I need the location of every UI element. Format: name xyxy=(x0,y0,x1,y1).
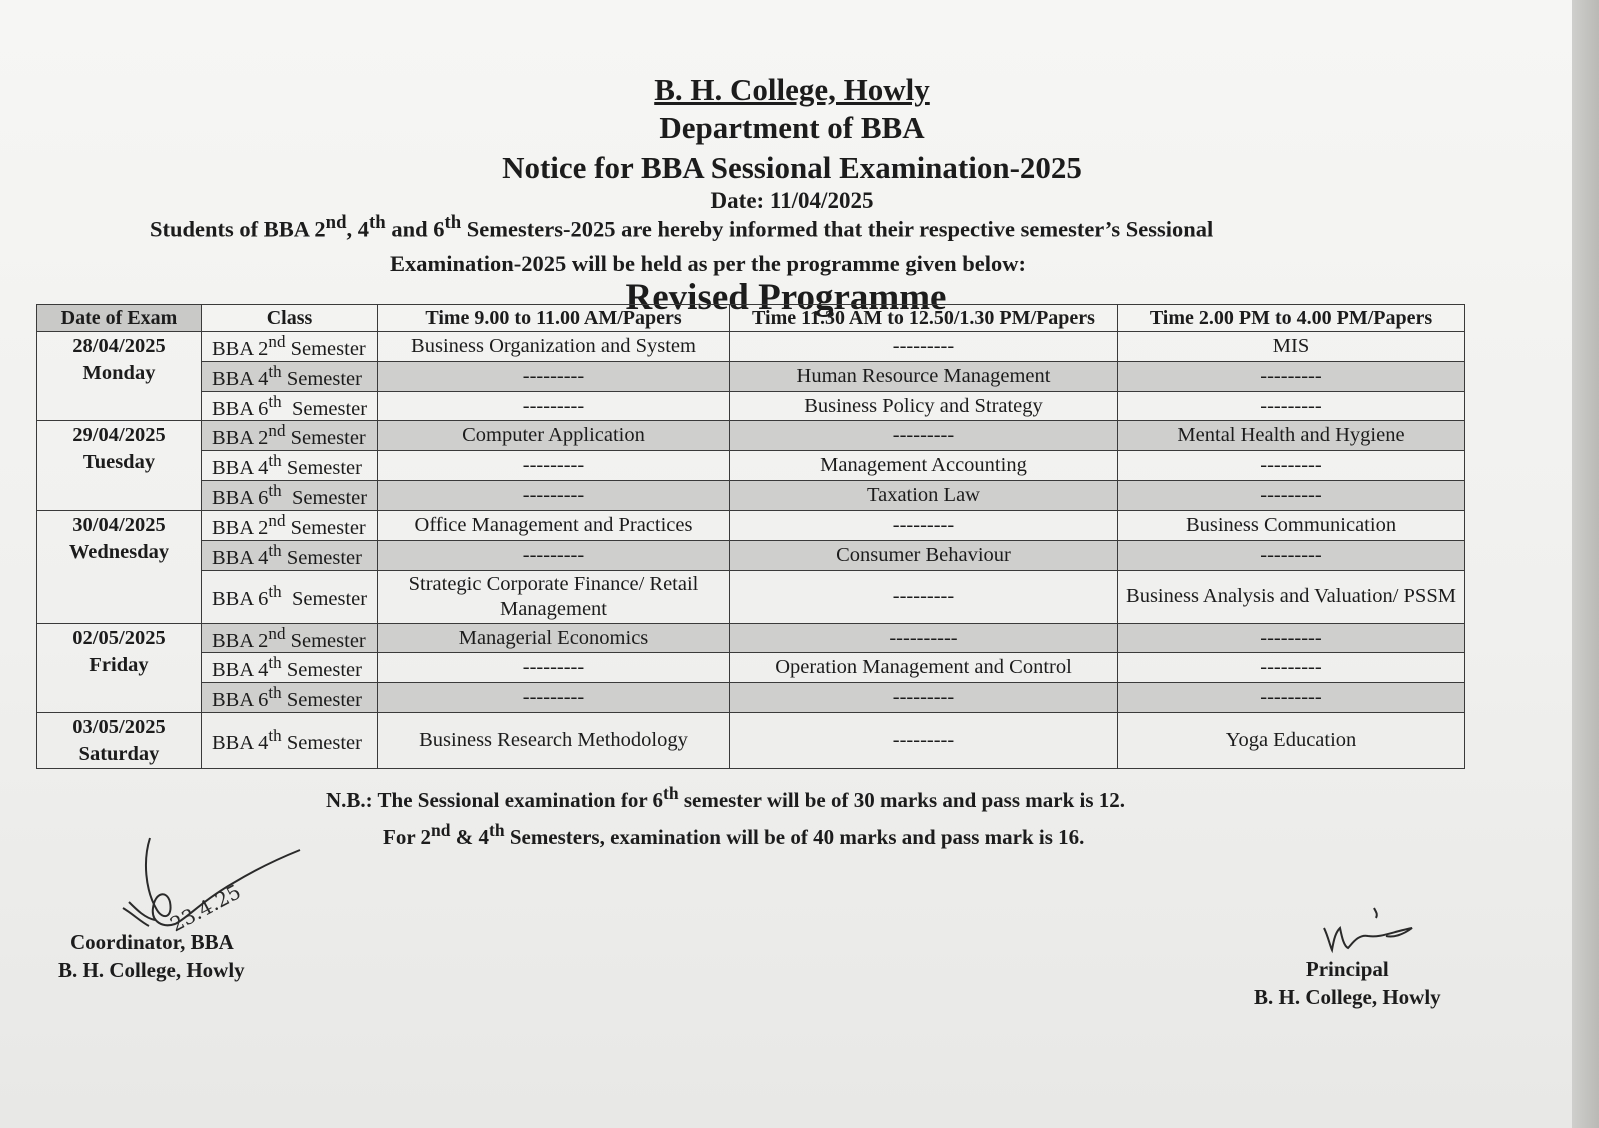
exam-date-cell xyxy=(37,713,202,769)
table-row xyxy=(37,332,1465,362)
nb-text: Semesters, examination will be of 40 marks and pass mark is 16. xyxy=(504,825,1085,849)
paper-cell-slot2: --------- xyxy=(730,510,1118,540)
paper-cell-slot3: Yoga Education xyxy=(1118,713,1465,769)
class-cell xyxy=(202,623,378,653)
class-cell xyxy=(202,653,378,683)
class-ordinal: nd xyxy=(268,421,286,441)
paper-cell-slot1: --------- xyxy=(378,361,730,391)
class-cell xyxy=(202,540,378,570)
paper-cell-slot1: --------- xyxy=(378,451,730,481)
table-header-row xyxy=(37,305,1465,332)
class-cell xyxy=(202,332,378,362)
paper-cell-slot1: Computer Application xyxy=(378,421,730,451)
coordinator-college: B. H. College, Howly xyxy=(58,958,245,982)
class-name: BBA 2 xyxy=(212,516,269,539)
class-name: BBA 4 xyxy=(212,367,269,390)
intro-sup: th xyxy=(444,212,462,233)
nb-text: semester will be of 30 marks and pass mark is 12. xyxy=(678,788,1126,812)
paper-cell-slot1: Managerial Economics xyxy=(378,623,730,653)
coordinator-title: Coordinator, BBA xyxy=(70,930,234,954)
exam-date-cell xyxy=(37,332,202,421)
header-date: Date of Exam xyxy=(37,305,202,332)
exam-date-cell xyxy=(37,623,202,712)
paper-cell-slot1: --------- xyxy=(378,540,730,570)
class-suffix: Semester xyxy=(285,427,366,450)
paper-cell-slot3: --------- xyxy=(1118,391,1465,421)
class-ordinal: th xyxy=(268,540,282,560)
paper-cell-slot3: --------- xyxy=(1118,481,1465,511)
class-suffix: Semester xyxy=(281,689,362,712)
exam-date: 30/04/2025 xyxy=(72,513,166,536)
class-name: BBA 6 xyxy=(212,397,269,420)
class-ordinal: th xyxy=(268,391,282,411)
intro-text: , 4 xyxy=(346,216,370,242)
table-row xyxy=(37,510,1465,540)
college-title: B. H. College, Howly xyxy=(654,72,930,107)
class-cell xyxy=(202,361,378,391)
class-name: BBA 4 xyxy=(212,457,269,480)
paper-cell-slot3: --------- xyxy=(1118,653,1465,683)
class-ordinal: th xyxy=(268,451,282,471)
class-ordinal: th xyxy=(268,481,282,501)
exam-schedule-table xyxy=(36,304,1465,769)
nb-text: & 4 xyxy=(450,825,489,849)
paper-cell-slot1: --------- xyxy=(378,481,730,511)
intro-text: Students of BBA 2 xyxy=(150,216,326,242)
class-name: BBA 6 xyxy=(212,486,269,509)
revised-programme-title: Revised Programme xyxy=(625,277,947,318)
class-ordinal: nd xyxy=(268,332,286,351)
paper-cell-slot2: --------- xyxy=(730,683,1118,713)
class-cell xyxy=(202,683,378,713)
intro-paragraph xyxy=(150,206,1380,281)
nb-line-2 xyxy=(326,815,1125,852)
principal-title: Principal xyxy=(1305,957,1389,981)
class-suffix: Semester xyxy=(281,457,362,480)
class-suffix: Semester xyxy=(281,588,368,611)
table-body xyxy=(37,332,1465,769)
paper-cell-slot2: --------- xyxy=(730,421,1118,451)
class-ordinal: th xyxy=(268,653,282,673)
paper-cell-slot3: Mental Health and Hygiene xyxy=(1118,421,1465,451)
paper-cell-slot1: --------- xyxy=(378,683,730,713)
nb-sup: th xyxy=(489,820,505,840)
intro-line-2: Examination-2025 will be held as per the programme given below: xyxy=(390,250,1027,276)
notice-date: Date: 11/04/2025 xyxy=(710,188,874,213)
paper-cell-slot3: --------- xyxy=(1118,540,1465,570)
class-suffix: Semester xyxy=(281,546,362,569)
paper-cell-slot2: Business Policy and Strategy xyxy=(730,391,1118,421)
class-suffix: Semester xyxy=(285,629,366,652)
class-cell xyxy=(202,391,378,421)
paper-cell-slot1: --------- xyxy=(378,653,730,683)
table-row xyxy=(37,713,1465,769)
paper-cell-slot2: --------- xyxy=(730,713,1118,769)
nb-note xyxy=(326,778,1125,852)
department-title: Department of BBA xyxy=(659,110,925,145)
table-row xyxy=(37,451,1465,481)
exam-weekday: Tuesday xyxy=(82,451,156,474)
class-ordinal: th xyxy=(268,683,282,703)
table-row xyxy=(37,570,1465,623)
nb-sup: nd xyxy=(431,820,451,840)
paper-cell-slot1: Business Organization and System xyxy=(378,332,730,362)
class-name: BBA 2 xyxy=(212,427,269,450)
class-suffix: Semester xyxy=(285,337,366,360)
principal-signature xyxy=(1318,898,1428,958)
paper-cell-slot3: MIS xyxy=(1118,332,1465,362)
table-row xyxy=(37,653,1465,683)
paper-cell-slot2: Operation Management and Control xyxy=(730,653,1118,683)
intro-text: Semesters-2025 are hereby informed that their respective semester’s Sessional xyxy=(461,216,1214,242)
class-suffix: Semester xyxy=(285,516,366,539)
paper-cell-slot2: ---------- xyxy=(730,623,1118,653)
intro-sup: nd xyxy=(325,212,347,233)
principal-block xyxy=(1254,955,1441,1011)
class-cell xyxy=(202,451,378,481)
class-cell xyxy=(202,570,378,623)
header-class: Class xyxy=(202,305,378,332)
class-ordinal: th xyxy=(268,582,282,602)
paper-cell-slot3: Business Communication xyxy=(1118,510,1465,540)
paper-cell-slot2: Management Accounting xyxy=(730,451,1118,481)
class-cell xyxy=(202,713,378,769)
class-name: BBA 4 xyxy=(212,732,269,755)
class-name: BBA 4 xyxy=(212,546,269,569)
paper-cell-slot3: --------- xyxy=(1118,623,1465,653)
nb-text: N.B.: The Sessional examination for 6 xyxy=(326,788,664,812)
table-row xyxy=(37,421,1465,451)
exam-weekday: Wednesday xyxy=(68,540,170,563)
class-name: BBA 6 xyxy=(212,689,269,712)
class-suffix: Semester xyxy=(281,486,368,509)
class-name: BBA 6 xyxy=(212,588,269,611)
paper-cell-slot1: Strategic Corporate Finance/ Retail Management xyxy=(378,570,730,623)
class-cell xyxy=(202,510,378,540)
class-ordinal: th xyxy=(268,361,282,381)
paper-cell-slot2: Taxation Law xyxy=(730,481,1118,511)
exam-date: 03/05/2025 xyxy=(72,716,166,739)
nb-sup: th xyxy=(663,783,679,803)
paper-cell-slot3: --------- xyxy=(1118,361,1465,391)
paper-cell-slot3: Business Analysis and Valuation/ PSSM xyxy=(1118,570,1465,623)
coordinator-block xyxy=(58,928,245,984)
table-row xyxy=(37,361,1465,391)
intro-sup: th xyxy=(369,212,386,233)
class-cell xyxy=(202,481,378,511)
exam-weekday: Monday xyxy=(82,362,156,384)
paper-cell-slot1: Business Research Methodology xyxy=(378,713,730,769)
paper-cell-slot2: --------- xyxy=(730,570,1118,623)
class-suffix: Semester xyxy=(281,732,362,755)
class-suffix: Semester xyxy=(281,659,362,682)
table-row xyxy=(37,391,1465,421)
class-suffix: Semester xyxy=(281,367,362,390)
table-row xyxy=(37,683,1465,713)
header-slot2: Time 11.30 AM to 12.50/1.30 PM/Papers xyxy=(730,305,1118,332)
header-slot3: Time 2.00 PM to 4.00 PM/Papers xyxy=(1118,305,1465,332)
class-ordinal: nd xyxy=(268,510,286,530)
exam-date: 29/04/2025 xyxy=(72,424,166,447)
paper-cell-slot2: --------- xyxy=(730,332,1118,362)
paper-cell-slot1: --------- xyxy=(378,391,730,421)
class-ordinal: nd xyxy=(268,623,286,643)
paper-cell-slot3: --------- xyxy=(1118,683,1465,713)
intro-text: and 6 xyxy=(385,216,445,242)
paper-cell-slot1: Office Management and Practices xyxy=(378,510,730,540)
header-slot1: Time 9.00 to 11.00 AM/Papers xyxy=(378,305,730,332)
class-name: BBA 2 xyxy=(212,337,269,360)
class-name: BBA 2 xyxy=(212,629,269,652)
class-suffix: Semester xyxy=(281,397,368,420)
class-name: BBA 4 xyxy=(212,659,269,682)
exam-date-cell xyxy=(37,421,202,510)
notice-title: Notice for BBA Sessional Examination-2025 xyxy=(502,150,1082,185)
table-row xyxy=(37,481,1465,511)
table-row xyxy=(37,623,1465,653)
paper-cell-slot2: Human Resource Management xyxy=(730,361,1118,391)
paper-cell-slot3: --------- xyxy=(1118,451,1465,481)
exam-weekday: Saturday xyxy=(78,743,160,766)
exam-date-cell xyxy=(37,510,202,623)
principal-college: B. H. College, Howly xyxy=(1254,985,1441,1009)
exam-date: 02/05/2025 xyxy=(72,626,166,649)
class-ordinal: th xyxy=(268,726,282,746)
paper-cell-slot2: Consumer Behaviour xyxy=(730,540,1118,570)
signature-date: 23.4.25 xyxy=(166,879,245,937)
table-row xyxy=(37,540,1465,570)
exam-weekday: Friday xyxy=(89,653,149,676)
class-cell xyxy=(202,421,378,451)
exam-date: 28/04/2025 xyxy=(72,335,166,357)
nb-text: For 2 xyxy=(383,825,432,849)
